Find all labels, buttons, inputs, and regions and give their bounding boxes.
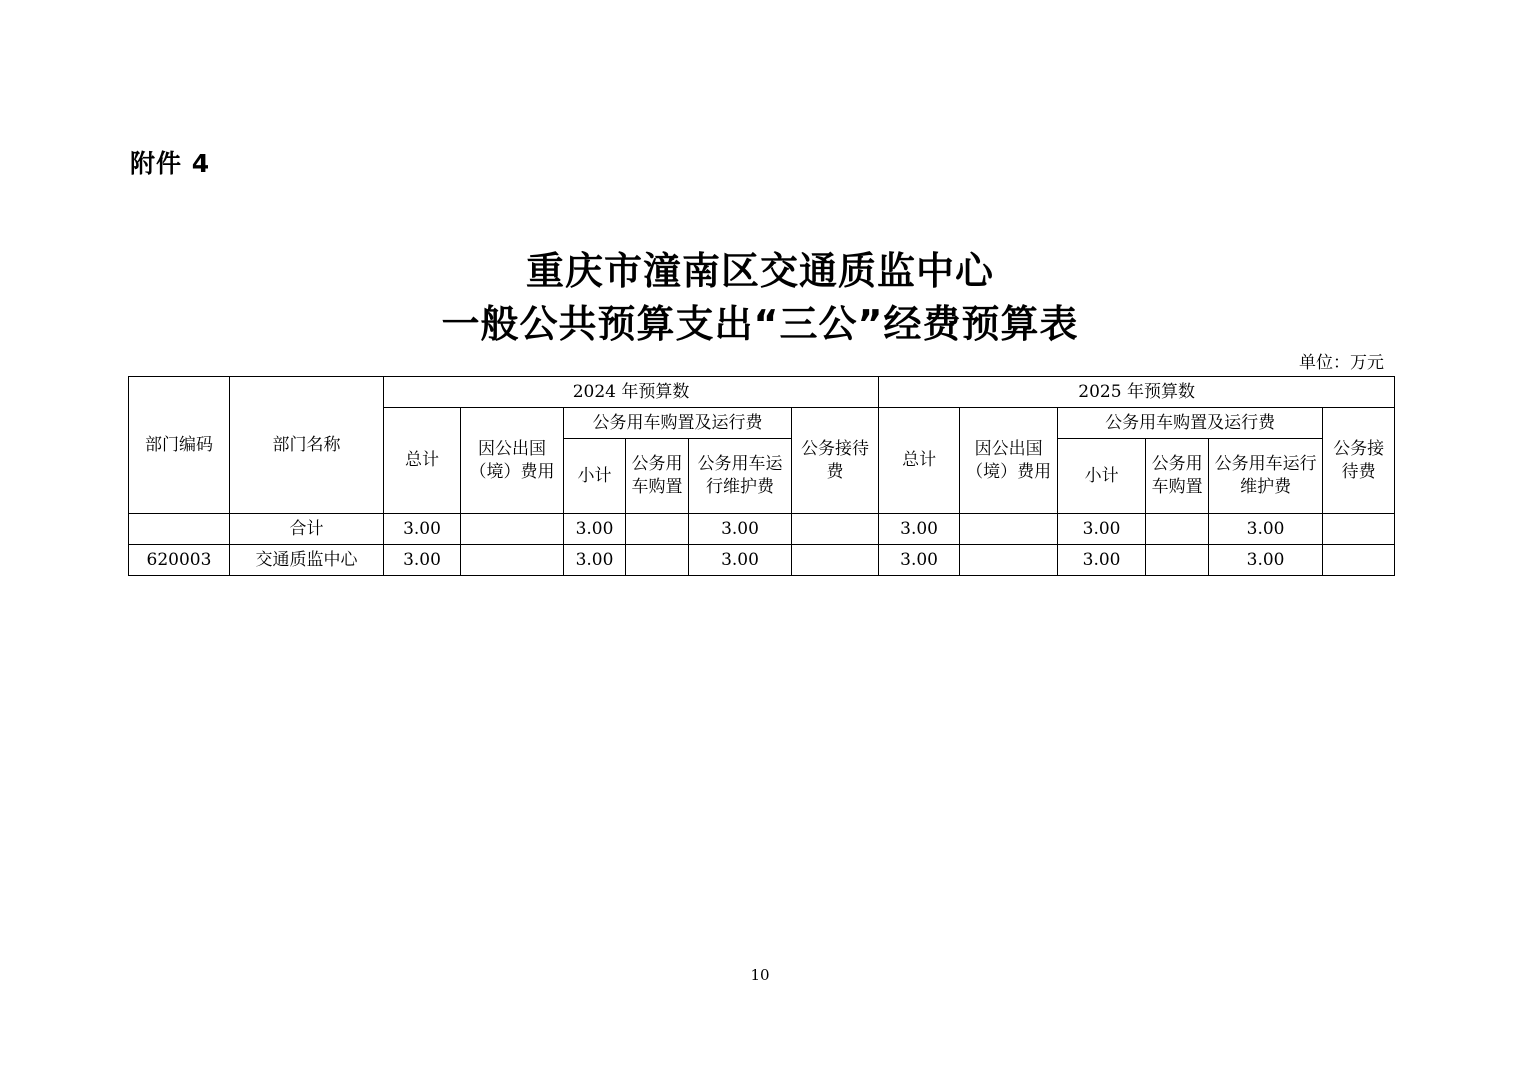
cell-2025-operation: 3.00 [1209,514,1323,545]
cell-2024-abroad [461,545,564,576]
header-2024-reception: 公务接待费 [792,408,879,514]
header-2025-total: 总计 [879,408,960,514]
header-2025-subtotal: 小计 [1058,439,1146,514]
cell-2024-total: 3.00 [384,545,461,576]
attachment-label: 附件 4 [130,149,211,178]
cell-2025-reception [1323,545,1395,576]
cell-2025-purchase [1146,514,1209,545]
cell-2025-total: 3.00 [879,514,960,545]
header-2025-vehicle-operation: 公务用车运行维护费 [1209,439,1323,514]
unit-label: 单位：万元 [1299,353,1384,373]
cell-2024-reception [792,545,879,576]
header-2024-abroad: 因公出国（境）费用 [461,408,564,514]
table-row-total [129,514,1395,545]
cell-dept-name: 交通质监中心 [230,545,384,576]
header-2024-vehicle-operation: 公务用车运行维护费 [689,439,792,514]
cell-2025-subtotal: 3.00 [1058,545,1146,576]
header-2024-total: 总计 [384,408,461,514]
cell-dept-code [129,514,230,545]
cell-2025-subtotal: 3.00 [1058,514,1146,545]
table-row-dept [129,545,1395,576]
page-number: 10 [750,966,770,984]
document-title-line2: 一般公共预算支出“三公”经费预算表 [441,302,1079,346]
cell-2025-operation: 3.00 [1209,545,1323,576]
cell-2024-purchase [626,514,689,545]
header-2025-budget: 2025 年预算数 [879,377,1395,408]
cell-2024-operation: 3.00 [689,514,792,545]
cell-2024-operation: 3.00 [689,545,792,576]
header-2025-abroad: 因公出国（境）费用 [960,408,1058,514]
header-2024-budget: 2024 年预算数 [384,377,879,408]
cell-2024-subtotal: 3.00 [564,545,626,576]
header-2024-subtotal: 小计 [564,439,626,514]
document-title-line1: 重庆市潼南区交通质监中心 [525,249,994,293]
cell-2024-purchase [626,545,689,576]
header-2025-vehicle-purchase: 公务用车购置 [1146,439,1209,514]
cell-2024-total: 3.00 [384,514,461,545]
header-dept-name: 部门名称 [230,377,384,514]
budget-table [128,376,1395,576]
cell-2024-reception [792,514,879,545]
cell-dept-code: 620003 [129,545,230,576]
cell-2025-purchase [1146,545,1209,576]
cell-2025-abroad [960,545,1058,576]
header-2025-reception: 公务接待费 [1323,408,1395,514]
header-2024-vehicle-group: 公务用车购置及运行费 [564,408,792,439]
cell-2025-total: 3.00 [879,545,960,576]
cell-2025-reception [1323,514,1395,545]
cell-2024-abroad [461,514,564,545]
header-2024-vehicle-purchase: 公务用车购置 [626,439,689,514]
cell-2024-subtotal: 3.00 [564,514,626,545]
header-2025-vehicle-group: 公务用车购置及运行费 [1058,408,1323,439]
header-dept-code: 部门编码 [129,377,230,514]
cell-dept-name: 合计 [230,514,384,545]
cell-2025-abroad [960,514,1058,545]
